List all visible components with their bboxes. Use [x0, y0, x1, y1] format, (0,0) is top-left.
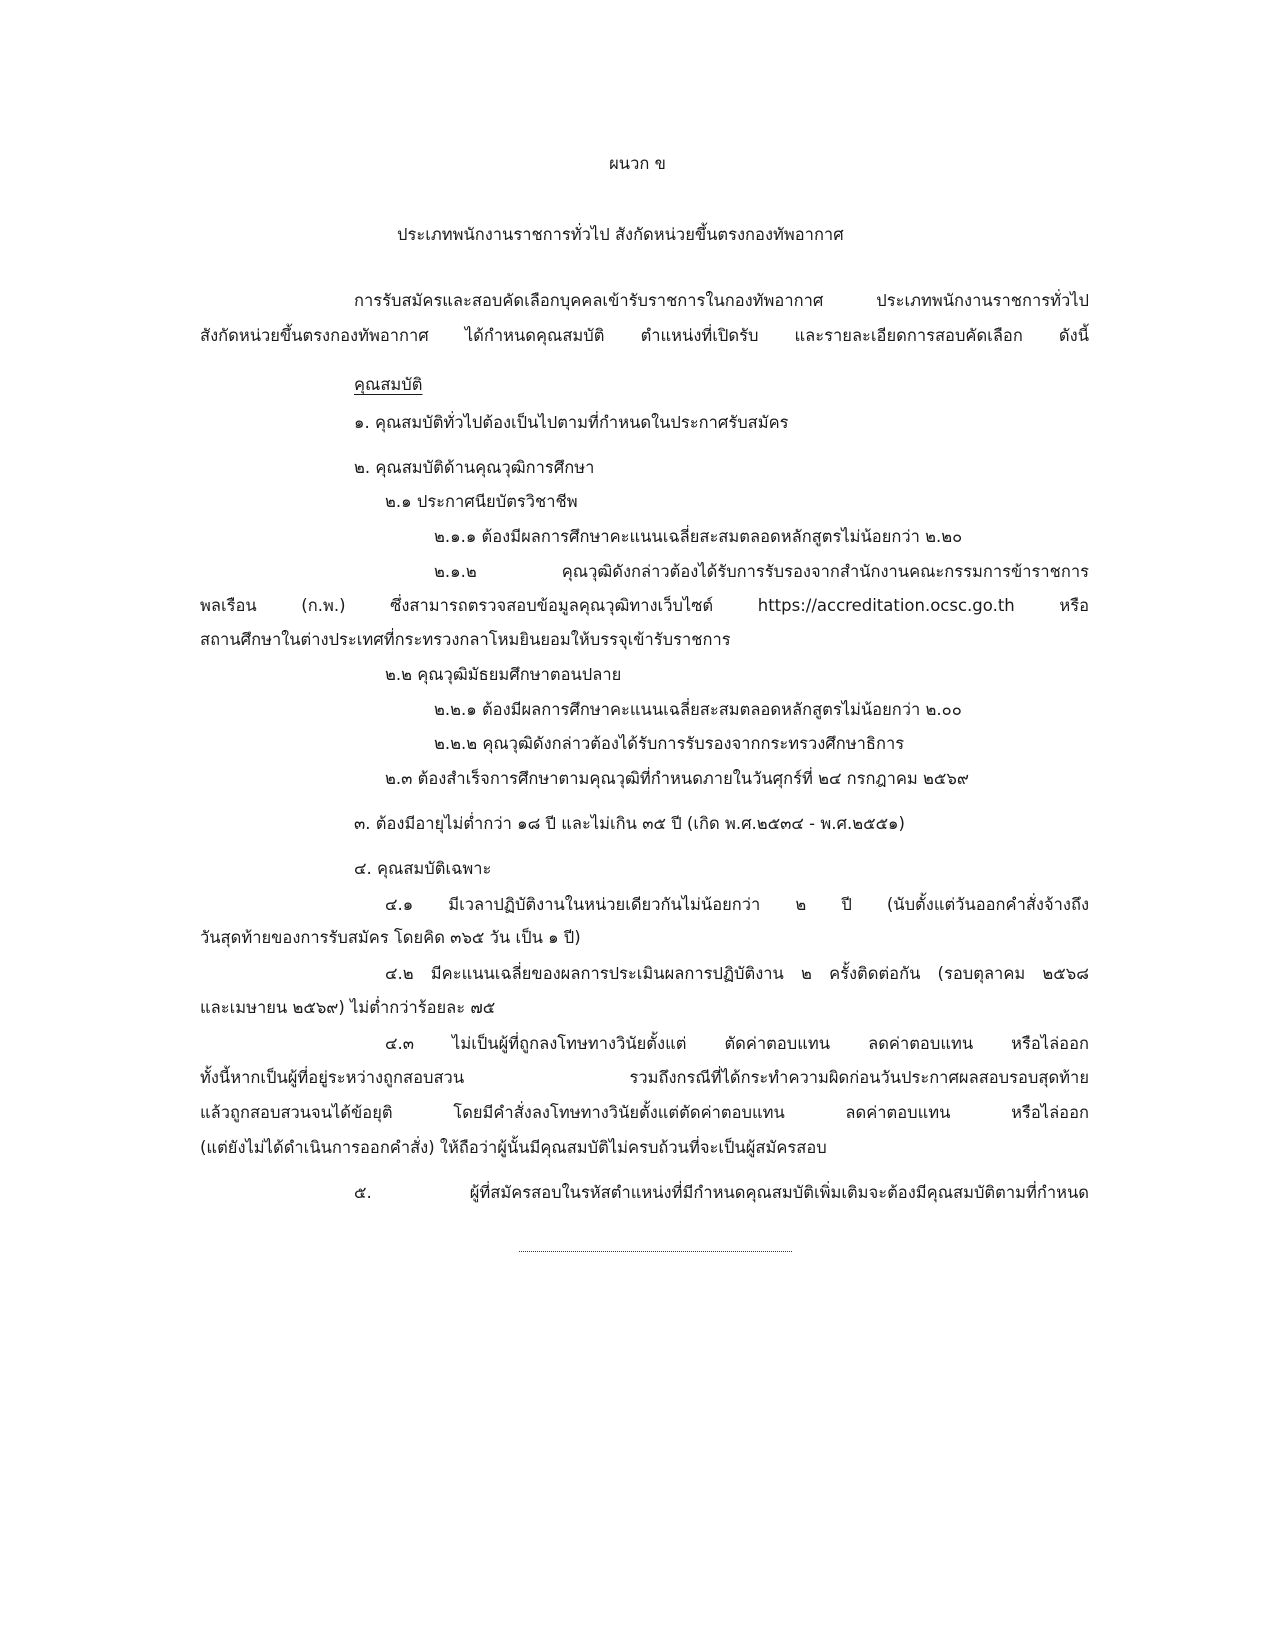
intro-line-1: การรับสมัครและสอบคัดเลือกบุคคลเข้ารับราชการในกองทัพอากาศ ประเภทพนักงานราชการทั่วไป	[354, 291, 1089, 310]
item-4-2-line-1: ๔.๒ มีคะแนนเฉลี่ยของผลการประเมินผลการปฏิบัติงาน ๒ ครั้งติดต่อกัน (รอบตุลาคม ๒๕๖๘	[385, 964, 1089, 983]
item-4-3-line-1: ๔.๓ ไม่เป็นผู้ที่ถูกลงโทษทางวินัยตั้งแต่ ตัดค่าตอบแทน ลดค่าตอบแทน หรือไล่ออก	[385, 1034, 1089, 1053]
item-2-1: ๒.๑ ประกาศนียบัตรวิชาชีพ	[385, 492, 578, 511]
item-3: ๓. ต้องมีอายุไม่ต่ำกว่า ๑๘ ปี และไม่เกิน ๓๕ ปี (เกิด พ.ศ.๒๕๓๔ - พ.ศ.๒๕๕๑)	[354, 814, 905, 833]
item-4-1-line-1: ๔.๑ มีเวลาปฏิบัติงานในหน่วยเดียวกันไม่น้อยกว่า ๒ ปี (นับตั้งแต่วันออกคำสั่งจ้างถึง	[385, 895, 1089, 914]
item-4-2-line-2: และเมษายน ๒๕๖๙) ไม่ต่ำกว่าร้อยละ ๗๕	[200, 998, 496, 1017]
item-2-2: ๒.๒ คุณวุฒิมัธยมศึกษาตอนปลาย	[385, 665, 622, 684]
item-4-3-line-2: ทั้งนี้หากเป็นผู้ที่อยู่ระหว่างถูกสอบสวน รวมถึงกรณีที่ได้กระทำความผิดก่อนวันประกาศผลสอบรอบสุดท้าย	[200, 1068, 1089, 1087]
item-4-1-line-2: วันสุดท้ายของการรับสมัคร โดยคิด ๓๖๕ วัน เป็น ๑ ปี)	[200, 928, 581, 947]
item-2-2-1: ๒.๒.๑ ต้องมีผลการศึกษาคะแนนเฉลี่ยสะสมตลอดหลักสูตรไม่น้อยกว่า ๒.๐๐	[434, 700, 962, 719]
item-2-1-2-line-3: สถานศึกษาในต่างประเทศที่กระทรวงกลาโหมยินยอมให้บรรจุเข้ารับราชการ	[200, 630, 731, 649]
section-heading: คุณสมบัติ	[354, 375, 423, 394]
appendix-title: ผนวก ข	[609, 154, 666, 173]
item-4-3-line-4: (แต่ยังไม่ได้ดำเนินการออกคำสั่ง) ให้ถือว่าผู้นั้นมีคุณสมบัติไม่ครบถ้วนที่จะเป็นผู้สมัครสอบ	[200, 1138, 827, 1157]
item-5: ๕. ผู้ที่สมัครสอบในรหัสตำแหน่งที่มีกำหนดคุณสมบัติเพิ่มเติมจะต้องมีคุณสมบัติตามที่กำหนด	[354, 1183, 1089, 1202]
item-2-1-2-line-1: ๒.๑.๒ คุณวุฒิดังกล่าวต้องได้รับการรับรองจากสำนักงานคณะกรรมการข้าราชการ	[434, 562, 1089, 581]
item-2-3: ๒.๓ ต้องสำเร็จการศึกษาตามคุณวุฒิที่กำหนดภายในวันศุกร์ที่ ๒๔ กรกฎาคม ๒๕๖๙	[385, 769, 969, 788]
item-4-3-line-3: แล้วถูกสอบสวนจนได้ข้อยุติ โดยมีคำสั่งลงโทษทางวินัยตั้งแต่ตัดค่าตอบแทน ลดค่าตอบแทน หรือไล่ออก	[200, 1103, 1089, 1122]
end-divider	[519, 1251, 792, 1252]
item-2: ๒. คุณสมบัติด้านคุณวุฒิการศึกษา	[354, 458, 595, 477]
document-subtitle: ประเภทพนักงานราชการทั่วไป สังกัดหน่วยขึ้นตรงกองทัพอากาศ	[397, 225, 844, 244]
item-2-1-2-line-2: พลเรือน (ก.พ.) ซึ่งสามารถตรวจสอบข้อมูลคุณวุฒิทางเว็บไซต์ https://accreditation.ocsc.go.th หรือ	[200, 596, 1089, 615]
item-2-1-1: ๒.๑.๑ ต้องมีผลการศึกษาคะแนนเฉลี่ยสะสมตลอดหลักสูตรไม่น้อยกว่า ๒.๒๐	[434, 527, 963, 546]
item-2-2-2: ๒.๒.๒ คุณวุฒิดังกล่าวต้องได้รับการรับรองจากกระทรวงศึกษาธิการ	[434, 734, 905, 753]
item-4: ๔. คุณสมบัติเฉพาะ	[354, 859, 492, 878]
intro-line-2: สังกัดหน่วยขึ้นตรงกองทัพอากาศ ได้กำหนดคุณสมบัติ ตำแหน่งที่เปิดรับ และรายละเอียดการสอบคัดเลือก ดังนี้	[200, 326, 1089, 345]
item-1: ๑. คุณสมบัติทั่วไปต้องเป็นไปตามที่กำหนดในประกาศรับสมัคร	[354, 413, 789, 432]
